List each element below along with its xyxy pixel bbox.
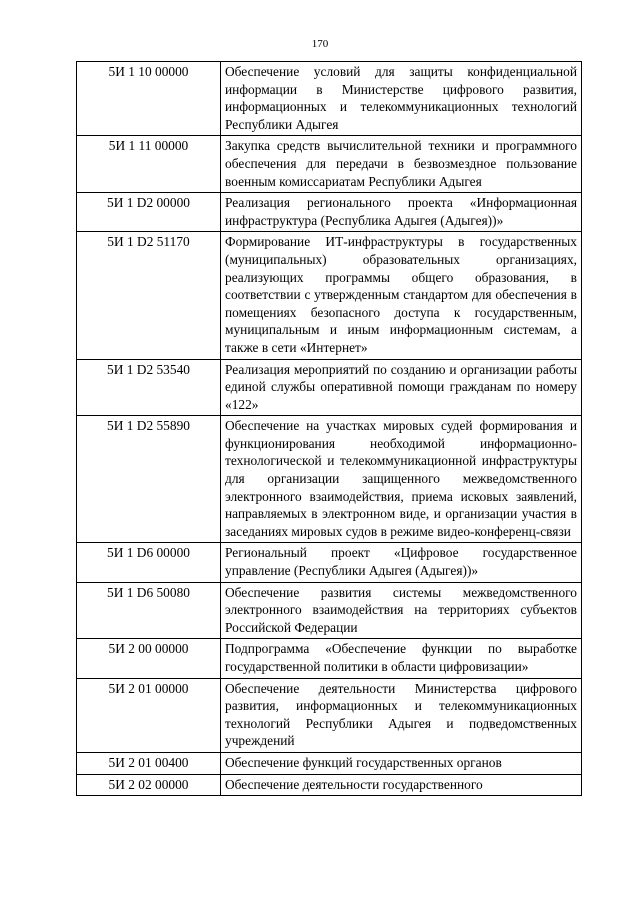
row-description: Обеспечение деятельности государственного: [221, 774, 582, 796]
row-code: 5И 1 D2 51170: [77, 232, 221, 359]
row-code: 5И 1 D2 00000: [77, 193, 221, 232]
table-row: [77, 62, 582, 136]
page-number: 170: [311, 38, 329, 50]
table-row: [77, 639, 582, 678]
row-description: Подпрограмма «Обеспечение функции по выработке государственной политики в области цифровизации»: [221, 639, 582, 678]
row-description: Обеспечение на участках мировых судей формирования и функционирования необходимой информационно-технологической и телекоммуникационной инфраструктуры для организации защищенного межведомственного электронного взаимодействия, приема исковых заявлений, направляемых в электронном виде, и организации участия в заседаниях мировых судов в режиме видео-конференц-связи: [221, 416, 582, 543]
budget-classification-table: [76, 61, 582, 796]
row-code: 5И 2 01 00000: [77, 678, 221, 752]
row-description: Закупка средств вычислительной техники и программного обеспечения для передачи в безвозмездное пользование военным комиссариатам Республики Адыгея: [221, 136, 582, 193]
table-row: [77, 193, 582, 232]
row-description: Обеспечение функций государственных органов: [221, 752, 582, 774]
row-description: Обеспечение условий для защиты конфиденциальной информации в Министерстве цифрового развития, информационных и телекоммуникационных технологий Республики Адыгея: [221, 62, 582, 136]
table-row: [77, 752, 582, 774]
row-code: 5И 1 D2 53540: [77, 359, 221, 416]
table-row: [77, 359, 582, 416]
row-description: Реализация мероприятий по созданию и организации работы единой службы оперативной помощи гражданам по номеру «122»: [221, 359, 582, 416]
table-row: [77, 543, 582, 582]
row-code: 5И 1 D6 50080: [77, 582, 221, 639]
row-code: 5И 2 01 00400: [77, 752, 221, 774]
row-description: Региональный проект «Цифровое государственное управление (Республики Адыгея (Адыгея))»: [221, 543, 582, 582]
table-row: [77, 774, 582, 796]
row-description: Формирование ИТ-инфраструктуры в государственных (муниципальных) образовательных организациях, реализующих программы общего образования, в соответствии с утвержденным стандартом для обеспечения в помещениях безопасного доступа к государственным, муниципальным и иным информационным системам, а также в сети «Интернет»: [221, 232, 582, 359]
row-code: 5И 2 00 00000: [77, 639, 221, 678]
row-description: Реализация регионального проекта «Информационная инфраструктура (Республика Адыгея (Адыгея))»: [221, 193, 582, 232]
row-code: 5И 1 D2 55890: [77, 416, 221, 543]
row-code: 5И 2 02 00000: [77, 774, 221, 796]
row-description: Обеспечение развития системы межведомственного электронного взаимодействия на территориях субъектов Российской Федерации: [221, 582, 582, 639]
row-code: 5И 1 D6 00000: [77, 543, 221, 582]
row-description: Обеспечение деятельности Министерства цифрового развития, информационных и телекоммуникационных технологий Республики Адыгея и подведомственных учреждений: [221, 678, 582, 752]
table-row: [77, 582, 582, 639]
row-code: 5И 1 10 00000: [77, 62, 221, 136]
table-row: [77, 416, 582, 543]
table-row: [77, 232, 582, 359]
table-row: [77, 678, 582, 752]
row-code: 5И 1 11 00000: [77, 136, 221, 193]
table-row: [77, 136, 582, 193]
